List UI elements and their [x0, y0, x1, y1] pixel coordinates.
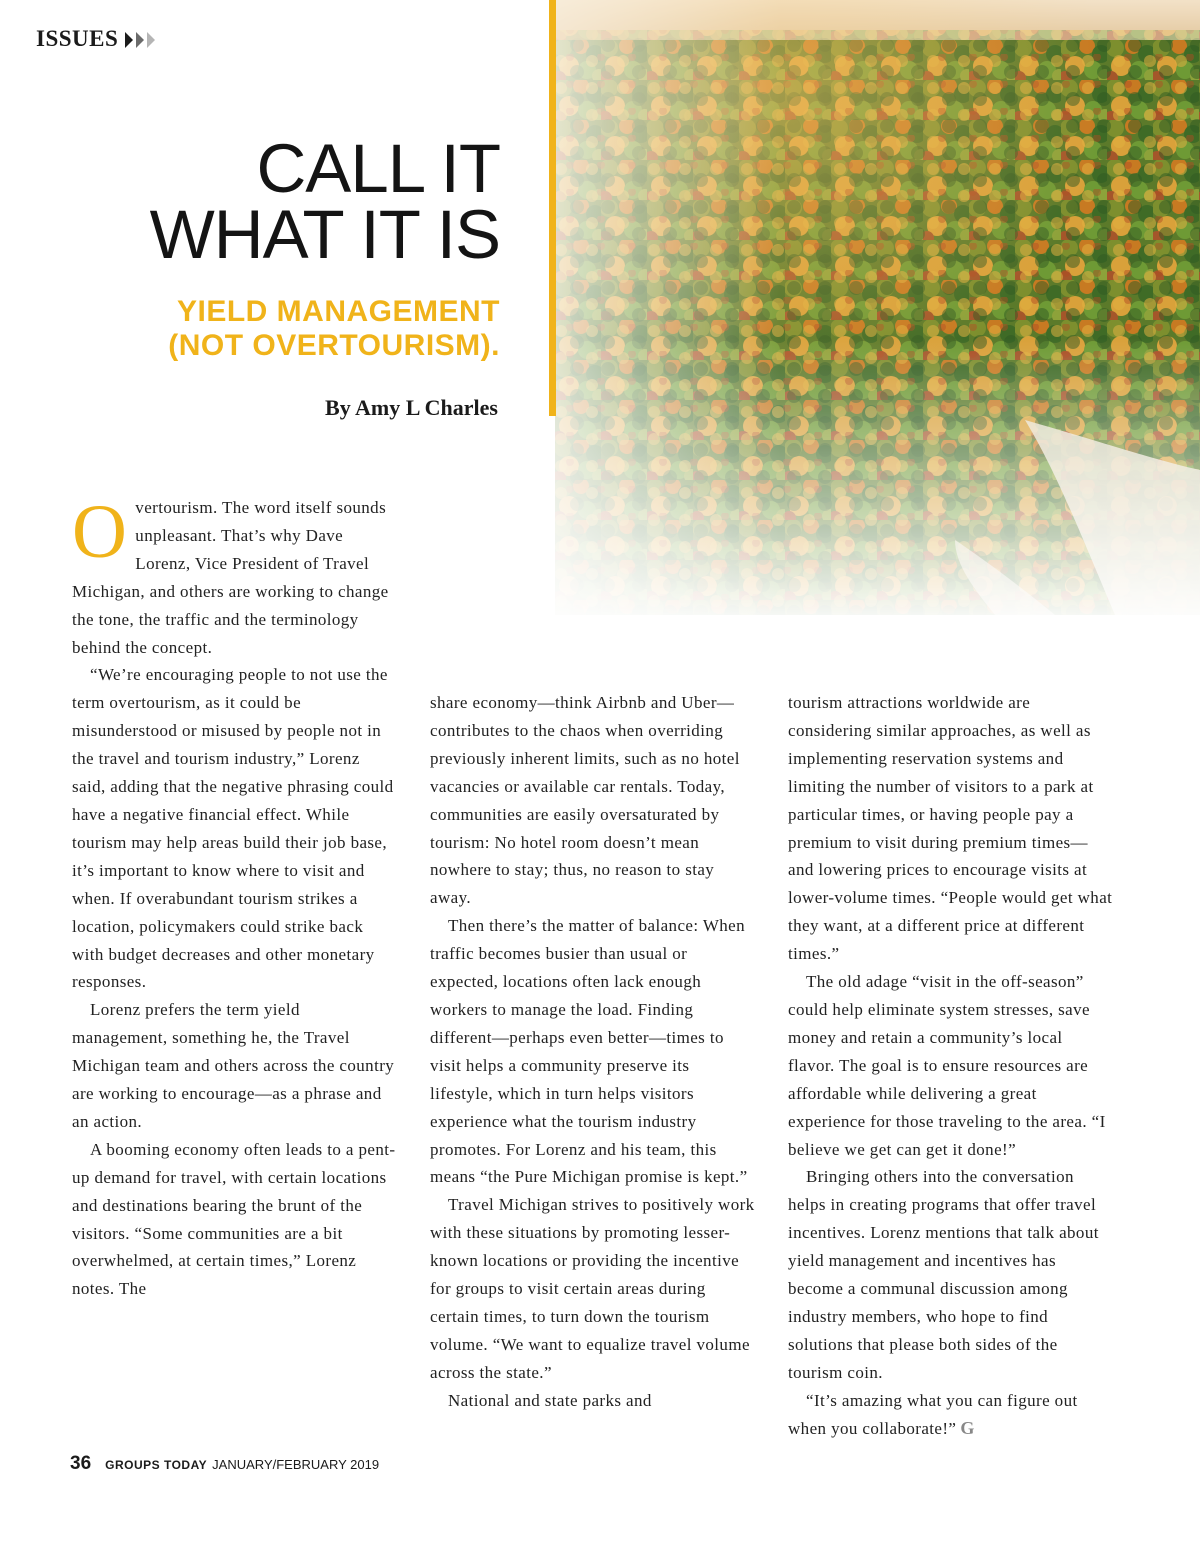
paragraph: “We’re encouraging people to not use the term overtourism, as it could be misunderstood or misused by people not in the travel and tourism industry,” Lorenz said, adding that the negative phrasing could have a negative financial effect. While tourism may help areas build their job base, it’s important to know where to visit and when. If overabundant tourism strikes a location, policymakers could strike back with budget decreases and other monetary responses.: [72, 665, 394, 992]
issue-date: JANUARY/FEBRUARY 2019: [212, 1457, 380, 1472]
drop-cap: O: [72, 490, 128, 574]
subheadline-line-2: (NOT OVERTOURISM).: [168, 329, 500, 362]
paragraph: tourism attractions worldwide are considering similar approaches, as well as implementing reservation systems and limiting the number of visitors to a park at particular times, or having people pay a premium to visit during premium times—and lowering prices to encourage visits at lower-volume times. “People would get what they want, at a different price at different times.”: [788, 693, 1113, 964]
paragraph: The old adage “visit in the off-season” could help eliminate system stresses, save money and retain a community’s local flavor. The goal is to ensure resources are affordable while delivering a great experience for those traveling to the area. “I believe we get can get it done!”: [788, 972, 1106, 1159]
article-column-3: [788, 689, 1113, 1442]
paragraph: Lorenz prefers the term yield management, something he, the Travel Michigan team and others across the country are working to encourage—as a phrase and an action.: [72, 1000, 395, 1131]
subheadline: [168, 295, 500, 363]
paragraph: A booming economy often leads to a pent-up demand for travel, with certain locations and destinations bearing the brunt of the visitors. “Some communities are a bit overwhelmed, at certain times,” Lorenz notes. The: [72, 1139, 396, 1299]
headline-line-1: CALL IT: [256, 130, 500, 207]
aerial-autumn-forest-photo: [555, 0, 1200, 615]
page-number: 36: [70, 1453, 92, 1474]
accent-rule: [549, 0, 556, 416]
article-column-1: [72, 490, 397, 1303]
paragraph-text: vertourism. The word itself sounds unpleasant. That’s why Dave Lorenz, Vice President of Travel Michigan, and others are working to change the tone, the traffic and the terminology behind the concept.: [72, 498, 389, 657]
article-column-2: [430, 689, 755, 1415]
paragraph: National and state parks and: [448, 1390, 652, 1410]
paragraph: [72, 490, 397, 661]
paragraph: share economy—think Airbnb and Uber—contributes to the chaos when overriding previously inherent limits, such as no hotel vacancies or available car rentals. Today, communities are easily oversaturated by tourism: No hotel room doesn’t mean nowhere to stay; thus, no reason to stay away.: [430, 693, 740, 908]
page-footer: [70, 1453, 379, 1475]
magazine-name: GROUPS TODAY: [105, 1458, 208, 1472]
end-mark-logo: G: [960, 1417, 975, 1438]
paragraph: [788, 1387, 1113, 1443]
byline: By Amy L Charles: [325, 395, 498, 420]
paragraph: Travel Michigan strives to positively work with these situations by promoting lesser-known locations or providing the incentive for groups to visit certain areas during certain times, to turn down the tourism volume. “We want to equalize travel volume across the state.”: [430, 1195, 755, 1382]
paragraph-text: “It’s amazing what you can figure out when you collaborate!”: [788, 1390, 1078, 1438]
paragraph: Bringing others into the conversation helps in creating programs that offer travel incentives. Lorenz mentions that talk about yield management and incentives has become a communal discussion among industry members, who hope to find solutions that please both sides of the tourism coin.: [788, 1167, 1099, 1382]
triple-chevron-right-icon: [125, 32, 157, 48]
headline-line-2: WHAT IT IS: [149, 196, 500, 273]
headline: [149, 130, 500, 273]
subheadline-line-1: YIELD MANAGEMENT: [177, 295, 500, 328]
paragraph: Then there’s the matter of balance: When traffic becomes busier than usual or expected, locations often lack enough workers to manage the load. Finding different—perhaps even better—times to visit helps a community preserve its lifestyle, which in turn helps visitors experience what the tourism industry promotes. For Lorenz and his team, this means “the Pure Michigan promise is kept.”: [430, 916, 748, 1187]
section-label: ISSUES: [36, 26, 119, 51]
